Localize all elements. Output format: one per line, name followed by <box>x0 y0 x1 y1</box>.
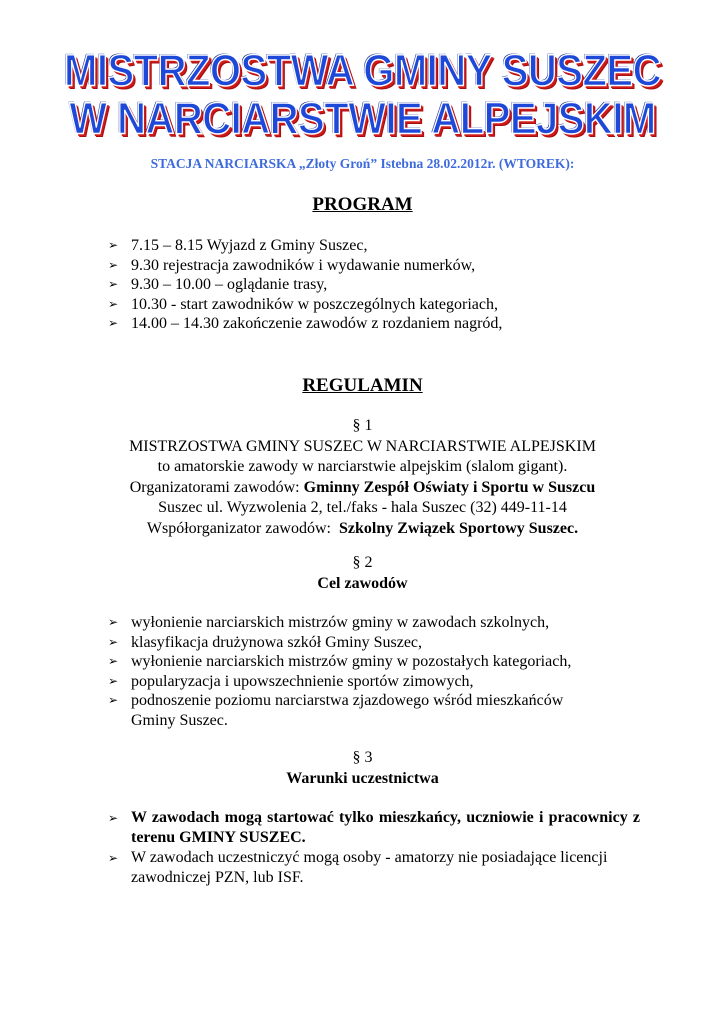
organizer-name: Gminny Zespół Oświaty i Sportu w Suszcu <box>303 478 596 496</box>
section-2-header <box>0 553 725 594</box>
arrow-bullet-icon: ➢ <box>108 257 119 272</box>
section-2-mark: § 2 <box>352 554 373 571</box>
participation-list <box>108 808 640 888</box>
program-list <box>108 236 502 334</box>
arrow-bullet-icon: ➢ <box>108 615 119 629</box>
list-item: ➢ wyłonienie narciarskich mistrzów gminy w pozostałych kategoriach, <box>108 653 572 670</box>
arrow-bullet-icon: ➢ <box>108 238 119 252</box>
section-2-title: Cel zawodów <box>317 574 408 592</box>
arrow-bullet-icon: ➢ <box>108 851 119 865</box>
arrow-bullet-icon: ➢ <box>108 316 119 330</box>
section-3-mark: § 3 <box>352 749 373 766</box>
section-1-organizers: Organizatorami zawodów: Gminny Zespół Oświaty i Sportu w Suszcu <box>129 478 596 496</box>
banner-title-line-2: W NARCIARSTWIE ALPEJSKIM <box>69 94 656 144</box>
arrow-bullet-icon: ➢ <box>108 673 119 688</box>
list-item: ➢ podnoszenie poziomu narciarstwa zjazdowego wśród mieszkańców Gminy Suszec. <box>108 692 564 729</box>
list-item: ➢ popularyzacja i upowszechnienie sportów zimowych, <box>108 672 474 690</box>
list-item: ➢ wyłonienie narciarskich mistrzów gminy w zawodach szkolnych, <box>108 614 550 631</box>
arrow-bullet-icon: ➢ <box>108 634 119 649</box>
list-item: ➢ 14.00 – 14.30 zakończenie zawodów z rozdaniem nagród, <box>108 315 503 332</box>
regulamin-heading: REGULAMIN <box>302 375 423 396</box>
section-1-mark: § 1 <box>352 417 373 434</box>
section-3-header <box>0 748 725 789</box>
banner-title-line-1: MISTRZOSTWA GMINY SUSZEC <box>64 46 661 96</box>
event-subtitle: STACJA NARCIARSKA „Złoty Groń” Istebna 28.02.2012r. (WTOREK): <box>150 156 575 171</box>
arrow-bullet-icon: ➢ <box>108 654 119 668</box>
co-organizer-name: Szkolny Związek Sportowy Suszec. <box>338 519 579 537</box>
goals-list <box>108 613 640 730</box>
list-item: ➢ 9.30 rejestracja zawodników i wydawanie numerków, <box>108 256 476 274</box>
section-1-line-1: MISTRZOSTWA GMINY SUSZEC W NARCIARSTWIE ALPEJSKIM <box>129 437 596 455</box>
arrow-bullet-icon: ➢ <box>108 811 119 825</box>
arrow-bullet-icon: ➢ <box>108 296 119 311</box>
section-3-title: Warunki uczestnictwa <box>286 769 439 787</box>
list-item: ➢ 9.30 – 10.00 – oglądanie trasy, <box>108 276 328 293</box>
section-1-line-2: to amatorskie zawody w narciarstwie alpejskim (slalom gigant). <box>157 458 568 475</box>
arrow-bullet-icon: ➢ <box>108 693 119 707</box>
list-item: ➢ 7.15 – 8.15 Wyjazd z Gminy Suszec, <box>108 237 368 254</box>
section-1-address: Suszec ul. Wyzwolenia 2, tel./faks - hala Suszec (32) 449-11-14 <box>158 499 567 516</box>
list-item: ➢ 10.30 - start zawodników w poszczególnych kategoriach, <box>108 295 498 313</box>
list-item: ➢ klasyfikacja drużynowa szkół Gminy Suszec, <box>108 633 423 651</box>
section-1-co-organizer: Współorganizator zawodów: Szkolny Związek Sportowy Suszec. <box>146 519 579 537</box>
list-item: ➢ W zawodach mogą startować tylko mieszkańcy, uczniowie i pracownicy z terenu GMINY SUSZEC. <box>108 809 640 846</box>
program-heading: PROGRAM <box>312 194 413 215</box>
list-item: ➢ W zawodach uczestniczyć mogą osoby - amatorzy nie posiadające licencji zawodniczej PZN, lub ISF. <box>108 849 608 886</box>
arrow-bullet-icon: ➢ <box>108 277 119 291</box>
section-1 <box>0 416 725 539</box>
